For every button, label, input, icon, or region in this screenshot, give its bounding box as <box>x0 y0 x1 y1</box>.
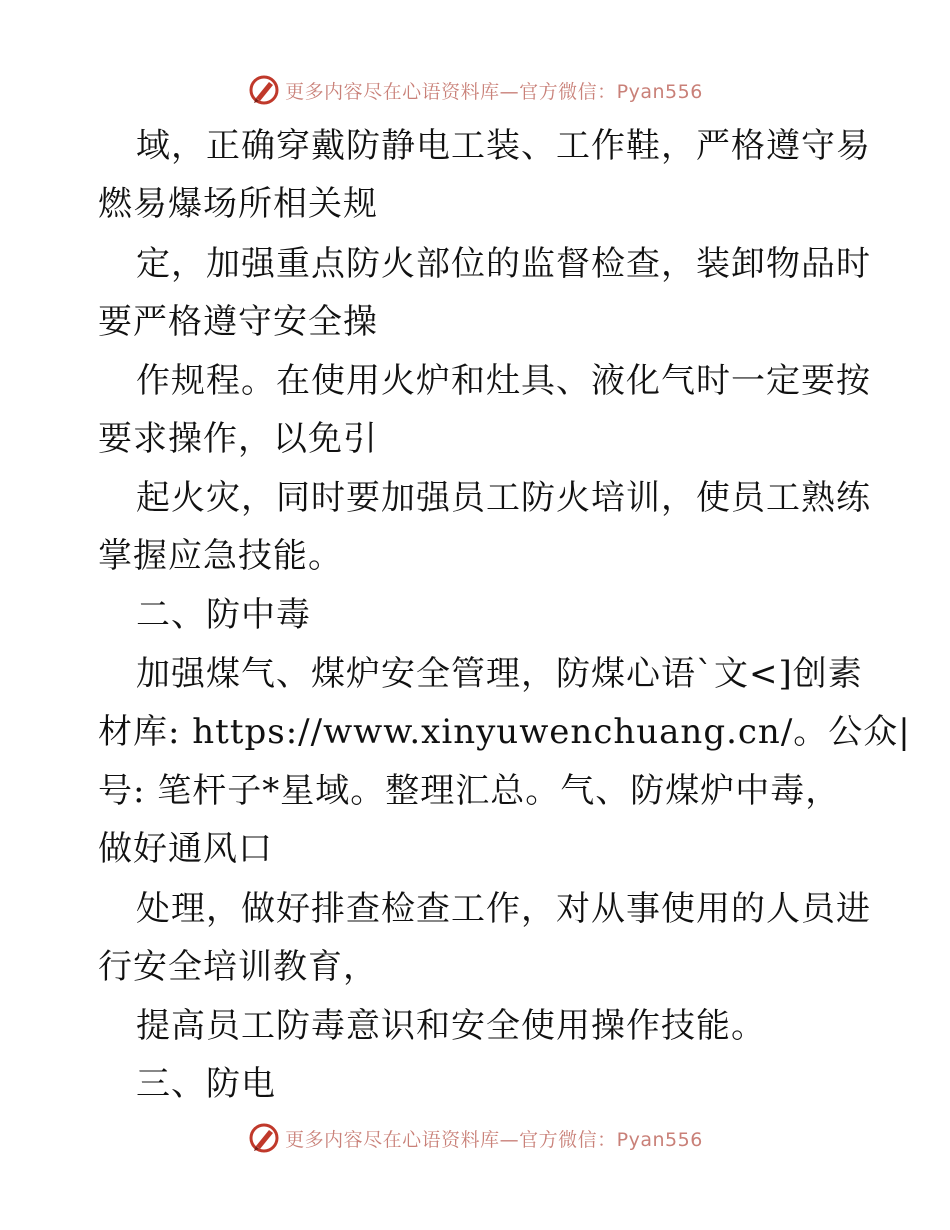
text-line: 做好通风口 <box>98 829 273 869</box>
text-line: 掌握应急技能。 <box>98 536 343 576</box>
section-heading: 二、防中毒 <box>136 595 311 635</box>
text-line: 域，正确穿戴防静电工装、工作鞋，严格遵守易 <box>136 126 871 166</box>
text-line: 号: 笔杆子*星域。整理汇总。气、防煤炉中毒， <box>98 771 841 811</box>
text-line: 燃易爆场所相关规 <box>98 184 378 224</box>
header-banner <box>0 70 950 110</box>
text-line: 处理，做好排查检查工作，对从事使用的人员进 <box>136 889 871 929</box>
text-line: 行安全培训教育， <box>98 947 378 987</box>
text-line: 要严格遵守安全操 <box>98 302 378 342</box>
footer-banner <box>0 1118 950 1158</box>
pen-logo-icon <box>247 73 281 107</box>
footer-banner-text: 更多内容尽在心语资料库—官方微信：Pyan556 <box>285 1128 703 1151</box>
text-line: 定，加强重点防火部位的监督检查，装卸物品时 <box>136 244 871 284</box>
text-line: 起火灾，同时要加强员工防火培训，使员工熟练 <box>136 478 871 518</box>
text-line: 材库: https://www.xinyuwenchuang.cn/。公众| <box>98 712 911 752</box>
text-line: 作规程。在使用火炉和灶具、液化气时一定要按 <box>136 361 871 401</box>
pen-logo-icon <box>247 1121 281 1155</box>
text-line: 要求操作，以免引 <box>98 419 378 459</box>
text-line: 提高员工防毒意识和安全使用操作技能。 <box>136 1006 766 1046</box>
header-banner-text: 更多内容尽在心语资料库—官方微信：Pyan556 <box>285 80 703 103</box>
section-heading: 三、防电 <box>136 1064 276 1104</box>
text-line: 加强煤气、煤炉安全管理，防煤心语`文<]创素 <box>136 654 863 694</box>
